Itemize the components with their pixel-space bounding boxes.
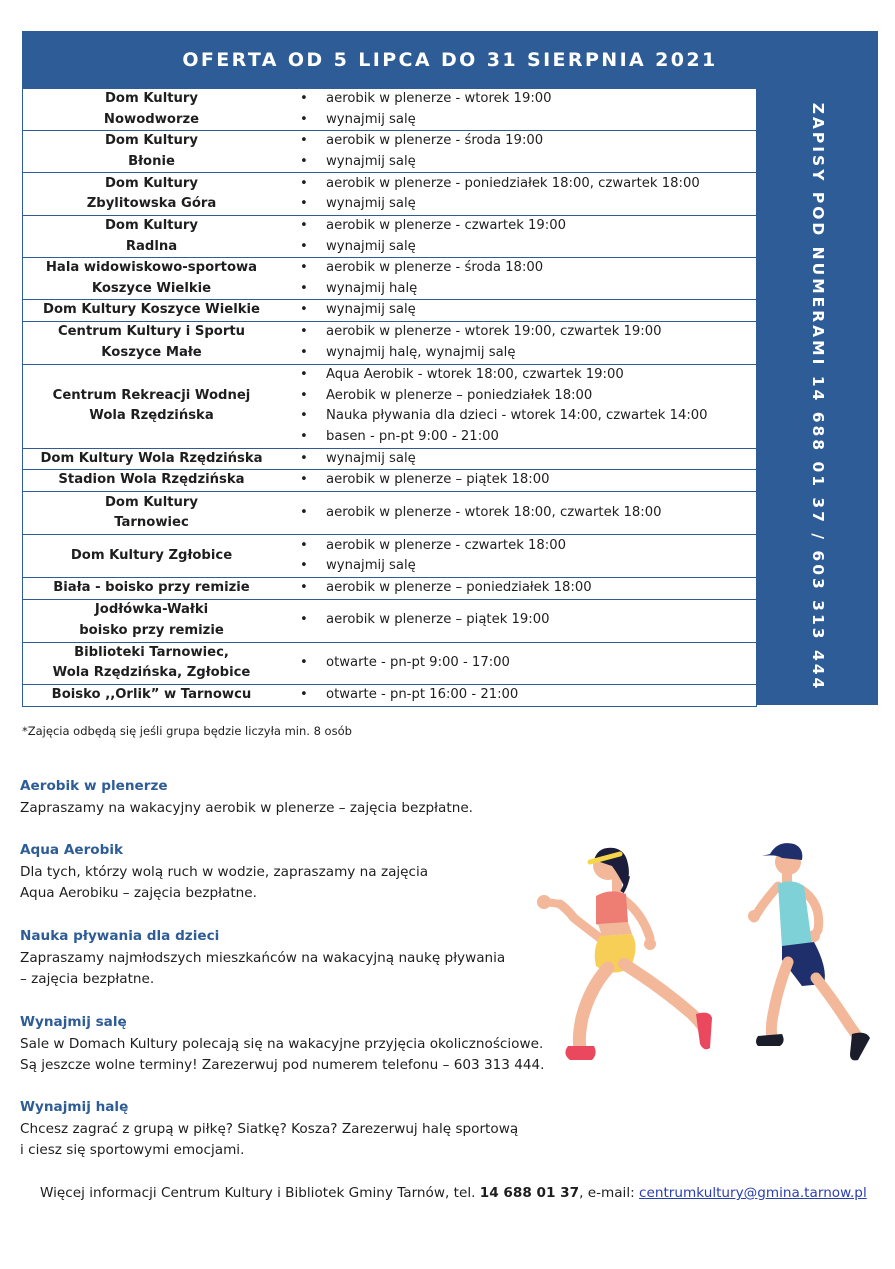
place-line: Dom Kultury — [104, 218, 199, 233]
activity-item: • aerobik w plenerze - wtorek 19:00 — [284, 89, 756, 110]
schedule-activities — [280, 258, 757, 300]
place-line: Dom Kultury — [104, 494, 199, 510]
schedule-row — [23, 258, 757, 300]
info-title: Nauka pływania dla dzieci — [20, 928, 220, 944]
activity-item: • wynajmij salę — [284, 152, 756, 173]
footnote: *Zajęcia odbędą się jeśli grupa będzie liczyła min. 8 osób — [22, 724, 352, 738]
activity-list — [284, 536, 756, 577]
activity-list — [284, 258, 756, 299]
schedule-row — [23, 173, 757, 216]
info-text: Dla tych, którzy wolą ruch w wodzie, zapraszamy na zajęcia — [20, 863, 429, 880]
info-title: Wynajmij halę — [20, 1099, 129, 1115]
info-block — [20, 840, 610, 905]
info-block — [20, 1097, 610, 1162]
activity-item: • aerobik w plenerze - czwartek 18:00 — [284, 536, 756, 557]
schedule-activities — [280, 216, 757, 258]
activity-list — [284, 300, 756, 321]
activity-list — [284, 610, 756, 631]
activity-list — [284, 131, 756, 172]
activity-item: • aerobik w plenerze - poniedziałek 18:00, czwartek 18:00 — [284, 174, 756, 195]
schedule-row — [23, 89, 757, 131]
schedule-activities — [280, 89, 757, 131]
schedule-row — [23, 535, 757, 578]
activity-item: • aerobik w plenerze - środa 18:00 — [284, 258, 756, 279]
schedule-activities — [280, 642, 757, 684]
place-line: Wola Rzędzińska, Zgłobice — [52, 665, 251, 680]
offer-header — [22, 31, 878, 88]
schedule-row — [23, 599, 757, 642]
place-line: Wola Rzędzińska — [89, 408, 214, 423]
schedule-row — [23, 492, 757, 535]
offer-title: OFERTA OD 5 LIPCA DO 31 SIERPNIA 2021 — [182, 48, 718, 71]
schedule-place — [23, 89, 281, 131]
schedule-place — [23, 216, 281, 258]
signup-phone-text: ZAPISY POD NUMERAMI 14 688 01 37 / 603 313 444 — [808, 102, 827, 691]
schedule-activities — [280, 492, 757, 535]
schedule-place — [23, 448, 281, 470]
schedule-activities — [280, 578, 757, 600]
place-line: Hala widowiskowo-sportowa — [45, 260, 258, 275]
schedule-row — [23, 364, 757, 448]
place-line: Centrum Rekreacji Wodnej — [52, 387, 251, 403]
schedule-row — [23, 321, 757, 364]
info-text: Sale w Domach Kultury polecają się na wakacyjne przyjęcia okolicznościowe. — [20, 1035, 544, 1052]
activity-item: • otwarte - pn-pt 16:00 - 21:00 — [284, 685, 756, 706]
place-line: Stadion Wola Rzędzińska — [58, 472, 245, 488]
activity-item: • aerobik w plenerze - środa 19:00 — [284, 131, 756, 152]
contact-phone: 14 688 01 37 — [479, 1185, 580, 1201]
info-text: Zapraszamy najmłodszych mieszkańców na wakacyjną naukę pływania — [20, 949, 506, 966]
schedule-table — [22, 88, 757, 707]
schedule-activities — [280, 599, 757, 642]
info-title: Aerobik w plenerze — [20, 778, 168, 794]
contact-email-link[interactable]: centrumkultury@gmina.tarnow.pl — [639, 1185, 867, 1201]
info-text: Są jeszcze wolne terminy! Zarezerwuj pod numerem telefonu – 603 313 444. — [20, 1057, 545, 1073]
place-line: Radlna — [125, 238, 178, 254]
activity-item: • wynajmij halę, wynajmij salę — [284, 343, 756, 364]
activity-item: • wynajmij salę — [284, 556, 756, 577]
info-title: Wynajmij salę — [20, 1014, 127, 1030]
place-line: Jodłówka-Wałki — [94, 602, 209, 617]
activity-list — [284, 470, 756, 491]
schedule-row — [23, 684, 757, 706]
place-line: Błonie — [128, 153, 175, 169]
activity-item: • basen - pn-pt 9:00 - 21:00 — [284, 427, 756, 448]
activity-item: • wynajmij salę — [284, 449, 756, 470]
activity-list — [284, 685, 756, 706]
place-line: Nowodworze — [103, 111, 200, 127]
schedule-place — [23, 173, 281, 216]
activity-list — [284, 503, 756, 524]
activity-item: • aerobik w plenerze - wtorek 18:00, czwartek 18:00 — [284, 503, 756, 524]
schedule-row — [23, 642, 757, 684]
activity-item: • Aqua Aerobik - wtorek 18:00, czwartek 19:00 — [284, 365, 756, 386]
place-line: Boisko ,,Orlik” w Tarnowcu — [51, 686, 252, 702]
activity-item: • aerobik w plenerze - wtorek 19:00, czwartek 19:00 — [284, 322, 756, 343]
place-line: Dom Kultury Koszyce Wielkie — [43, 302, 260, 317]
schedule-place — [23, 599, 281, 642]
schedule-body — [23, 89, 757, 707]
schedule-activities — [280, 448, 757, 470]
schedule-place — [23, 578, 281, 600]
schedule-place — [23, 258, 281, 300]
activity-list — [284, 89, 756, 130]
activity-item: • wynajmij salę — [284, 300, 756, 321]
info-title: Aqua Aerobik — [20, 842, 124, 858]
schedule-row — [23, 448, 757, 470]
info-text: Chcesz zagrać z grupą w piłkę? Siatkę? Kosza? Zarezerwuj halę sportową — [20, 1120, 519, 1137]
place-line: Dom Kultury Zgłobice — [70, 547, 233, 563]
place-line: Biała - boisko przy remizie — [53, 580, 250, 595]
schedule-place — [23, 131, 281, 173]
signup-sidebar — [757, 88, 878, 705]
activity-item: • wynajmij salę — [284, 194, 756, 215]
place-line: Dom Kultury — [104, 91, 199, 106]
activity-list — [284, 653, 756, 674]
schedule-place — [23, 470, 281, 492]
info-text: i ciesz się sportowymi emocjami. — [20, 1142, 245, 1158]
schedule-place — [23, 300, 281, 322]
activity-list — [284, 216, 756, 257]
woman-runner — [537, 848, 712, 1060]
schedule-place — [23, 321, 281, 364]
place-line: Centrum Kultury i Sportu — [57, 324, 246, 339]
info-text: Aqua Aerobiku – zajęcia bezpłatne. — [20, 885, 257, 901]
activity-list — [284, 449, 756, 470]
contact-mid: , e-mail: — [579, 1185, 640, 1201]
activity-item: • wynajmij salę — [284, 237, 756, 258]
info-block — [20, 1012, 610, 1077]
runners-illustration — [532, 838, 882, 1068]
activity-list — [284, 578, 756, 599]
activity-item: • wynajmij salę — [284, 110, 756, 131]
schedule-place — [23, 492, 281, 535]
schedule-place — [23, 535, 281, 578]
info-block — [20, 926, 610, 991]
schedule-activities — [280, 535, 757, 578]
schedule-place — [23, 642, 281, 684]
man-runner — [748, 843, 870, 1060]
schedule-place — [23, 364, 281, 448]
schedule-activities — [280, 321, 757, 364]
activity-item: • aerobik w plenerze – piątek 18:00 — [284, 470, 756, 491]
activity-list — [284, 322, 756, 363]
schedule-activities — [280, 131, 757, 173]
activity-item: • Nauka pływania dla dzieci - wtorek 14:00, czwartek 14:00 — [284, 406, 756, 427]
schedule-row — [23, 300, 757, 322]
activity-item: • aerobik w plenerze - czwartek 19:00 — [284, 216, 756, 237]
schedule-activities — [280, 684, 757, 706]
activity-item: • wynajmij halę — [284, 279, 756, 300]
info-text: Zapraszamy na wakacyjny aerobik w plenerze – zajęcia bezpłatne. — [20, 799, 474, 816]
schedule-activities — [280, 470, 757, 492]
activity-list — [284, 174, 756, 215]
place-line: Koszyce Wielkie — [91, 280, 212, 296]
activity-item: • otwarte - pn-pt 9:00 - 17:00 — [284, 653, 756, 674]
activity-item: • Aerobik w plenerze – poniedziałek 18:00 — [284, 386, 756, 407]
schedule-activities — [280, 364, 757, 448]
contact-line — [40, 1185, 867, 1201]
place-line: Dom Kultury Wola Rzędzińska — [40, 450, 263, 466]
activity-item: • aerobik w plenerze – poniedziałek 18:00 — [284, 578, 756, 599]
activity-item: • aerobik w plenerze – piątek 19:00 — [284, 610, 756, 631]
place-line: Dom Kultury — [104, 133, 199, 148]
schedule-row — [23, 470, 757, 492]
contact-prefix: Więcej informacji Centrum Kultury i Bibliotek Gminy Tarnów, tel. — [40, 1185, 480, 1201]
schedule-row — [23, 216, 757, 258]
place-line: boisko przy remizie — [79, 622, 224, 638]
info-text: – zajęcia bezpłatne. — [20, 971, 155, 987]
place-line: Biblioteki Tarnowiec, — [74, 644, 229, 660]
activity-list — [284, 365, 756, 447]
place-line: Dom Kultury — [104, 175, 199, 191]
place-line: Koszyce Małe — [101, 344, 202, 360]
schedule-row — [23, 578, 757, 600]
schedule-activities — [280, 173, 757, 216]
schedule-place — [23, 684, 281, 706]
schedule-activities — [280, 300, 757, 322]
schedule-row — [23, 131, 757, 173]
info-block — [20, 776, 610, 819]
place-line: Tarnowiec — [114, 515, 189, 530]
place-line: Zbylitowska Góra — [86, 196, 217, 211]
